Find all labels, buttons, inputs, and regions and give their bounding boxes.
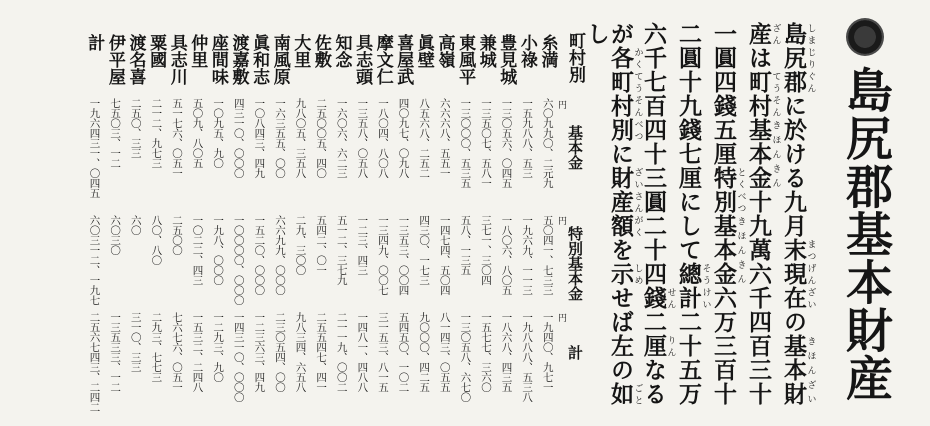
- special-fund-value: 六〇三一二、一九七: [88, 215, 101, 305]
- yen-unit-mark: 円: [556, 313, 566, 322]
- town-name: 計: [84, 34, 105, 51]
- total-value: 一三〇五八、六七〇: [459, 312, 472, 402]
- special-fund-value: 五一二、三七九: [335, 215, 348, 285]
- special-fund-value: 六〇: [129, 215, 142, 235]
- special-fund-value: 六〇三〇: [109, 215, 122, 255]
- furigana: てうそん: [770, 70, 781, 118]
- article-column: [608, 22, 643, 406]
- ruby-word: [675, 262, 711, 310]
- ruby-base: 基本金: [710, 214, 737, 286]
- article-text: 二十五万: [675, 310, 702, 406]
- special-fund-value: 八〇、八〇: [150, 215, 163, 265]
- base-fund-value: 六六六八、五五一: [438, 98, 451, 178]
- furigana: ざいさんがく: [632, 166, 643, 238]
- base-fund-value: 一三〇〇〇、五三五: [459, 98, 472, 188]
- total-value: 一九八八八、五三八: [521, 312, 534, 402]
- ruby-word: [640, 334, 676, 358]
- article-text: 六千七百四十三圓二十四: [640, 22, 667, 286]
- base-fund-value: 一五九八八、五三: [521, 98, 534, 178]
- base-fund-value: 八五六八、二五二: [418, 98, 431, 178]
- town-name: 具志頭: [352, 34, 373, 85]
- base-fund-value: 一三〇五六、〇四五: [500, 98, 513, 188]
- ruby-base: 基本財: [780, 334, 807, 406]
- article-column: [676, 22, 711, 406]
- total-value: 三一五三、八一五: [376, 312, 389, 392]
- special-fund-value: 一九八、〇〇〇: [212, 215, 225, 285]
- ruby-word: [607, 166, 643, 238]
- town-name: 知念: [331, 34, 352, 68]
- town-name: 仲里: [187, 34, 208, 68]
- base-fund-value: 一三五〇七、五八一: [479, 98, 492, 188]
- ruby-word: [745, 118, 781, 190]
- special-fund-value: 二五〇〇: [170, 215, 183, 255]
- furigana: ざん: [770, 22, 781, 46]
- base-fund-value: 一六三五五、〇〇: [273, 98, 286, 178]
- furigana: しまじりぐん: [805, 22, 816, 94]
- ruby-base: 示: [607, 262, 634, 286]
- base-fund-value: 七五〇三、一二: [109, 98, 122, 168]
- base-fund-value: 一〇九五、九〇: [212, 98, 225, 168]
- yen-unit-mark: 円: [556, 100, 566, 109]
- town-name: 眞和志: [249, 34, 270, 85]
- ruby-base: 財産額: [607, 166, 634, 238]
- ruby-base: 總計: [675, 262, 702, 310]
- town-name: 渡名喜: [125, 34, 146, 85]
- base-fund-value: 一六〇六、六二三: [335, 98, 348, 178]
- town-name: 具志川: [166, 34, 187, 85]
- furigana: きほんきん: [770, 118, 781, 190]
- total-value: 二五五四七、四一: [315, 312, 328, 392]
- town-name: 高嶺: [434, 34, 455, 68]
- total-value: 二九三、七七三: [150, 312, 163, 382]
- ruby-base: 特別: [710, 166, 737, 214]
- ruby-base: 島尻郡: [780, 22, 807, 94]
- furigana: かくてうそんべつ: [632, 46, 643, 142]
- special-fund-value: 六六九九、〇〇〇: [273, 215, 286, 295]
- furigana: そうけい: [700, 262, 711, 310]
- special-fund-value: 一八〇六、八〇五: [500, 215, 513, 295]
- article-column: [641, 22, 676, 406]
- base-fund-value: 九八〇五、三五八: [294, 98, 307, 178]
- furigana: とくべつ: [735, 166, 746, 214]
- article-text: の: [780, 310, 807, 334]
- base-fund-value: 五一七六、〇五一: [170, 98, 183, 178]
- article-text: に: [607, 142, 634, 166]
- furigana: しめ: [632, 262, 643, 286]
- town-name: 喜屋武: [393, 34, 414, 85]
- ruby-word: [607, 262, 643, 286]
- town-name: 南風原: [269, 34, 290, 85]
- special-fund-value: 一三四九、〇〇七: [376, 215, 389, 295]
- article-text: 一圓四錢五厘: [710, 22, 737, 166]
- furigana: きほんきん: [735, 214, 746, 286]
- total-value: 三一〇、三三: [129, 312, 142, 372]
- special-fund-value: 一〇〇〇〇、〇〇〇: [232, 215, 245, 305]
- furigana: りん: [665, 334, 676, 358]
- town-name: 渡嘉敷: [228, 34, 249, 85]
- total-value: 二五六七四三、二四二: [88, 312, 101, 412]
- table-header-town: 町村別: [565, 32, 585, 83]
- article-column: [781, 22, 816, 406]
- ruby-word: [607, 46, 643, 142]
- special-fund-value: 二九、三〇〇: [294, 215, 307, 275]
- article-text: 二: [640, 310, 667, 334]
- total-value: 二一一九、〇〇二: [335, 312, 348, 392]
- yen-unit-mark: 円: [556, 216, 566, 225]
- town-name: 東風平: [455, 34, 476, 85]
- base-fund-value: 二五〇、三三: [129, 98, 142, 158]
- special-fund-value: 一四七四、五〇四: [438, 215, 451, 295]
- article-text: 十九萬六千四百三十: [745, 190, 772, 406]
- article-column: [711, 22, 746, 406]
- article-text: し: [583, 22, 610, 46]
- ruby-base: 厘: [640, 334, 667, 358]
- total-value: 七六七六、〇五一: [170, 312, 183, 392]
- furigana: きほんざい: [805, 334, 816, 406]
- article-text: は: [745, 46, 772, 70]
- ruby-word: [780, 334, 816, 406]
- ruby-base: 町村: [745, 70, 772, 118]
- base-fund-value: 二一二、九七三: [150, 98, 163, 168]
- total-value: 一四八一、四八八: [356, 312, 369, 392]
- furigana: ごと: [632, 382, 643, 406]
- town-name: 眞壁: [413, 34, 434, 68]
- town-name: 小祿: [516, 34, 537, 68]
- special-fund-value: 五八、一三五: [459, 215, 472, 275]
- special-fund-value: 一九六九、一一三: [521, 215, 534, 295]
- town-name: 佐敷: [310, 34, 331, 68]
- special-fund-value: 三七一、三〇四: [479, 215, 492, 285]
- ruby-word: [745, 22, 781, 46]
- base-fund-value: 四三一〇、〇〇〇: [232, 98, 245, 178]
- ruby-base: 基本金: [745, 118, 772, 190]
- table-header-special: 特別基本金: [566, 226, 584, 301]
- total-value: 五四五〇、一〇二: [397, 312, 410, 392]
- ruby-word: [745, 70, 781, 118]
- town-name: 豊見城: [496, 34, 517, 85]
- town-name: 座間味: [207, 34, 228, 85]
- special-fund-value: 一二三、四三: [356, 215, 369, 275]
- article-text: 二圓十九錢七厘にして: [675, 22, 702, 262]
- ruby-word: [710, 166, 746, 214]
- base-fund-value: 一八〇四、八〇八: [376, 98, 389, 178]
- article-column: [584, 22, 608, 46]
- ruby-base: 末現在: [780, 238, 807, 310]
- base-fund-value: 一九六四三一、〇四五: [88, 98, 101, 198]
- article-text: に於ける九月: [780, 94, 807, 238]
- total-value: 一二九三、九〇: [212, 312, 225, 382]
- base-fund-value: 六〇九九〇、二元九: [541, 98, 554, 188]
- total-value: 一三五三三、一二: [109, 312, 122, 392]
- town-name: 大里: [290, 34, 311, 68]
- ruby-base: 如: [607, 382, 634, 406]
- ruby-base: 各町村別: [607, 46, 634, 142]
- total-value: 八一四三、〇五五: [438, 312, 451, 392]
- town-name: 摩文仁: [372, 34, 393, 85]
- ruby-word: [640, 286, 676, 310]
- article-text: を: [607, 238, 634, 262]
- town-name: 糸満: [537, 34, 558, 68]
- ruby-word: [710, 214, 746, 286]
- total-value: 一九四〇、九七一: [541, 312, 554, 392]
- article-text: が: [607, 22, 634, 46]
- table-header-base: 基本金: [566, 125, 584, 170]
- total-value: 九八三四、六五八: [294, 312, 307, 392]
- table-header-total: 計: [566, 345, 584, 360]
- ruby-base: 錢: [640, 286, 667, 310]
- ruby-word: [780, 22, 816, 94]
- article-text: なる: [640, 358, 667, 406]
- base-fund-value: 一三五八、〇五八: [356, 98, 369, 178]
- ruby-word: [607, 382, 643, 406]
- total-value: 二三〇五四、〇〇: [273, 312, 286, 392]
- furigana: せん: [665, 286, 676, 310]
- base-fund-value: 四〇九七、〇九八: [397, 98, 410, 178]
- headline: 島尻郡基本財産: [838, 66, 893, 402]
- ruby-word: [780, 238, 816, 310]
- total-value: 一四三一〇、〇〇〇: [232, 312, 245, 402]
- town-name: 兼城: [475, 34, 496, 68]
- base-fund-value: 二五〇〇五、四〇: [315, 98, 328, 178]
- article-column: [746, 22, 781, 406]
- special-fund-value: 五〇四一、七三三: [541, 215, 554, 295]
- furigana: まつげんざい: [805, 238, 816, 310]
- base-fund-value: 五〇九、八〇五: [191, 98, 204, 168]
- total-value: 九〇〇〇、四二五: [418, 312, 431, 392]
- special-fund-value: 一〇二二、四三: [191, 215, 204, 285]
- special-fund-value: 四三〇、一七三: [418, 215, 431, 285]
- town-name: 伊平屋: [104, 34, 125, 85]
- special-fund-value: 一三五三、〇〇四: [397, 215, 410, 295]
- article-text: せば左の: [607, 286, 634, 382]
- total-value: 一二三六三、四九: [253, 312, 266, 392]
- special-fund-value: 一五二〇、〇〇〇: [253, 215, 266, 295]
- article-text: 六万三百十: [710, 286, 737, 406]
- ruby-base: 産: [745, 22, 772, 46]
- circle-mark-icon: [846, 18, 884, 56]
- total-value: 一五三二、二四八: [191, 312, 204, 392]
- town-name: 粟國: [146, 34, 167, 68]
- total-value: 一八六八、四三五: [500, 312, 513, 392]
- base-fund-value: 一〇八四三、四九: [253, 98, 266, 178]
- special-fund-value: 五四二、〇一: [315, 215, 328, 275]
- total-value: 一五七七、三六〇: [479, 312, 492, 392]
